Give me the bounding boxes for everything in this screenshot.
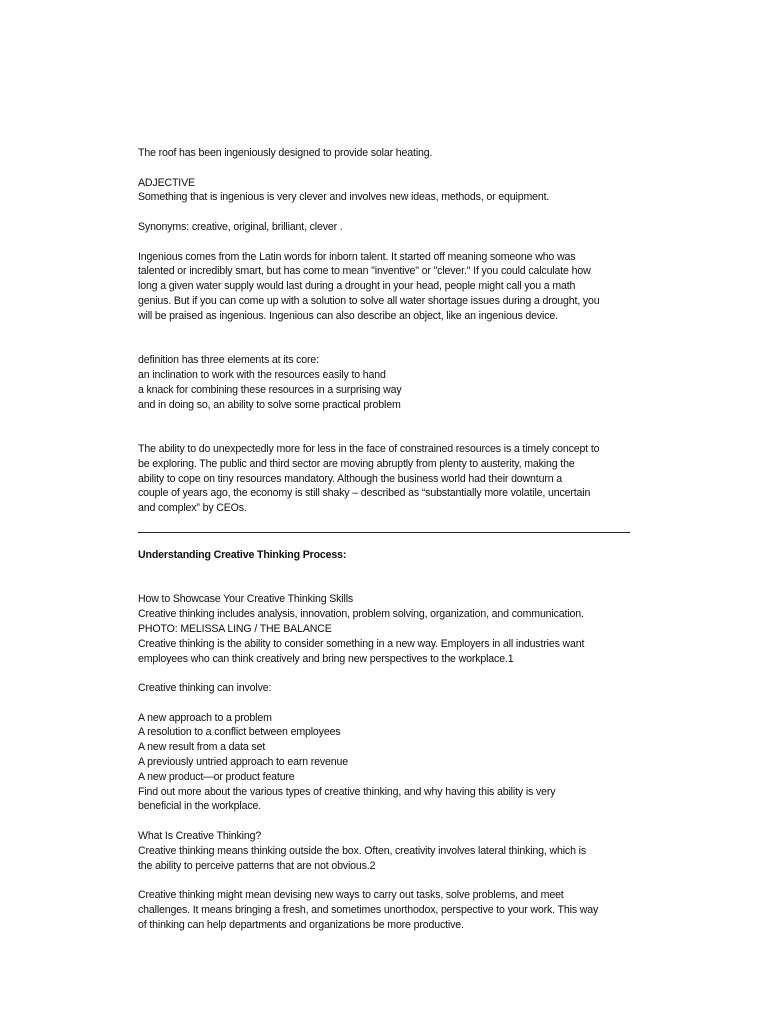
list-item: and in doing so, an ability to solve some practical problem (138, 398, 401, 411)
what-is-paragraph (138, 829, 638, 873)
list-item: A new approach to a problem (138, 711, 272, 724)
list-item: a knack for combining these resources in a surprising way (138, 383, 402, 396)
part-of-speech: ADJECTIVE (138, 176, 195, 189)
paragraph-line: long a given water supply would last during a drought in your head, people might call you a math (138, 280, 576, 293)
paragraph-line: Creative thinking includes analysis, innovation, problem solving, organization, and communication. (138, 608, 584, 621)
definition-elements-list (138, 353, 638, 412)
intro-paragraph (138, 592, 638, 666)
ability-paragraph (138, 442, 638, 516)
involve-list (138, 711, 638, 785)
paragraph-line: How to Showcase Your Creative Thinking Skills (138, 593, 354, 606)
synonyms-text: Synonyms: creative, original, brilliant, clever . (138, 220, 343, 233)
paragraph-line: challenges. It means bringing a fresh, and sometimes unorthodox, perspective to your work. This way (138, 904, 599, 917)
paragraph-line: will be praised as ingenious. Ingenious can also describe an object, like an ingenious device. (138, 309, 558, 322)
section-heading: Understanding Creative Thinking Process: (138, 548, 347, 561)
document-page (138, 146, 638, 933)
find-out-paragraph (138, 785, 638, 815)
list-item: an inclination to work with the resources easily to hand (138, 368, 386, 381)
list-item: A new product—or product feature (138, 770, 295, 783)
paragraph-line: ability to cope on tiny resources mandatory. Although the business world had their downturn a (138, 472, 562, 485)
paragraph-line: Creative thinking is the ability to consider something in a new way. Employers in all industries want (138, 637, 585, 650)
list-item: A resolution to a conflict between employees (138, 726, 341, 739)
paragraph-line: and complex” by CEOs. (138, 502, 247, 515)
list-item: definition has three elements at its core: (138, 354, 319, 367)
example-sentence: The roof has been ingeniously designed to provide solar heating. (138, 147, 433, 159)
list-item: A previously untried approach to earn revenue (138, 756, 348, 769)
paragraph-line: Creative thinking might mean devising new ways to carry out tasks, solve problems, and meet (138, 889, 564, 902)
subheading: What Is Creative Thinking? (138, 830, 262, 843)
paragraph-line: Ingenious comes from the Latin words for inborn talent. It started off meaning someone who was (138, 250, 576, 263)
paragraph-line: the ability to perceive patterns that are not obvious.2 (138, 859, 376, 872)
definition-text: Something that is ingenious is very clever and involves new ideas, methods, or equipment. (138, 191, 550, 204)
etymology-paragraph (138, 250, 638, 324)
paragraph-line: talented or incredibly smart, but has come to mean "inventive" or "clever." If you could calculate how (138, 265, 591, 278)
paragraph-line: couple of years ago, the economy is still shaky – described as “substantially more volatile, uncertain (138, 487, 591, 500)
paragraph-line: The ability to do unexpectedly more for less in the face of constrained resources is a timely concept to (138, 442, 600, 455)
horizontal-divider (138, 532, 630, 533)
list-item: A new result from a data set (138, 741, 266, 754)
paragraph-line: be exploring. The public and third sector are moving abruptly from plenty to austerity, making the (138, 457, 575, 470)
photo-credit: PHOTO: MELISSA LING / THE BALANCE (138, 622, 332, 635)
paragraph-line: Creative thinking means thinking outside the box. Often, creativity involves lateral thinking, which is (138, 844, 586, 857)
paragraph-line: genius. But if you can come up with a solution to solve all water shortage issues during a drought, you (138, 294, 600, 307)
involve-label: Creative thinking can involve: (138, 682, 272, 695)
paragraph-line: beneficial in the workplace. (138, 800, 261, 813)
devising-paragraph (138, 888, 638, 932)
paragraph-line: employees who can think creatively and bring new perspectives to the workplace.1 (138, 652, 514, 665)
paragraph-line: Find out more about the various types of creative thinking, and why having this ability is very (138, 785, 556, 798)
paragraph-line: of thinking can help departments and organizations be more productive. (138, 918, 464, 931)
